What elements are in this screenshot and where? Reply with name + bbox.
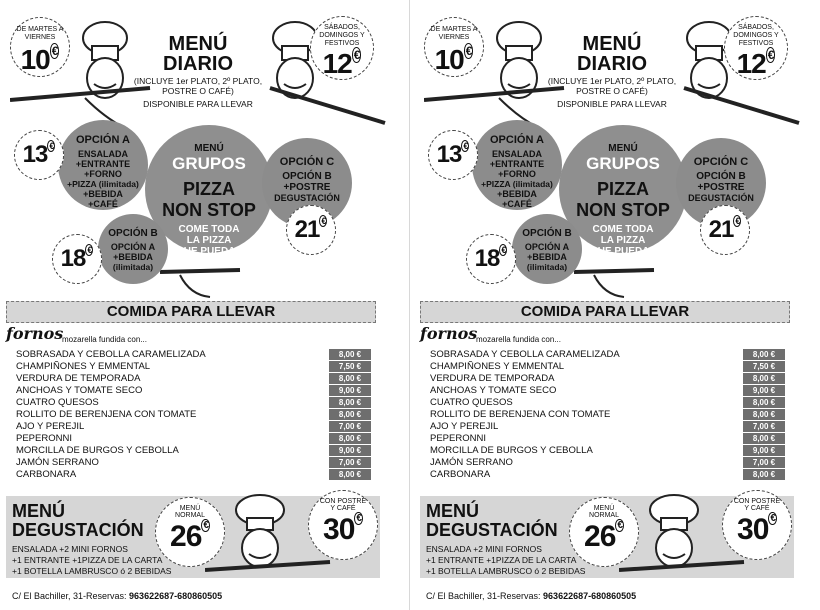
option-b-title: OPCIÓN B (108, 228, 158, 239)
option-a-line2: +ENTRANTE (75, 159, 131, 169)
takeaway-bar: COMIDA PARA LLEVAR (420, 301, 790, 323)
takeaway-availability: DISPONIBLE PARA LLEVAR (143, 99, 253, 109)
footer-phones: 963622687-680860505 (543, 591, 637, 601)
daily-menu-title-1: MENÚ (168, 33, 228, 55)
option-b-line3: (ilimitada) (526, 262, 568, 272)
option-a-line2: +ENTRANTE (489, 159, 545, 169)
option-a-price: 13 € (436, 141, 468, 168)
tasting-normal-label-2: NORMAL (175, 512, 205, 519)
tasting-normal-price: 26 € (170, 520, 208, 553)
menu-item: VERDURA DE TEMPORADA 8,00 € (16, 373, 371, 385)
tasting-extra-label-2: Y CAFÉ (330, 505, 356, 512)
non-stop-label: NON STOP (162, 200, 256, 220)
fornos-logo: fornos (6, 324, 64, 343)
tasting-normal-badge (569, 497, 639, 567)
tasting-desc-3: +1 BOTELLA LAMBRUSCO ó 2 BEBIDAS (426, 566, 586, 576)
menu-item: CHAMPIÑONES Y EMMENTAL 7,50 € (16, 361, 371, 373)
pizza-label: PIZZA (597, 179, 649, 199)
tasting-extra-price: 30 € (323, 513, 361, 546)
option-a-bubble (58, 120, 148, 210)
group-menu-label-2: GRUPOS (172, 154, 246, 173)
daily-menu-includes-1: (INCLUYE 1er PLATO, 2º PLATO, (133, 76, 263, 86)
menu-item: ROLLITO DE BERENJENA CON TOMATE 8,00 € (430, 409, 785, 421)
option-b-line1: OPCIÓN A (110, 242, 156, 252)
group-menu-label-2: GRUPOS (586, 154, 660, 173)
option-b-line2: +BEBIDA (527, 252, 567, 262)
menu-item: SOBRASADA Y CEBOLLA CARAMELIZADA 8,00 € (16, 349, 371, 361)
weekday-price-badge (10, 17, 70, 77)
flyer-panel-right (414, 0, 820, 610)
option-b-line3: (ilimitada) (112, 262, 154, 272)
tasting-normal-badge (155, 497, 225, 567)
tasting-normal-price: 26 € (584, 520, 622, 553)
daily-menu-includes-1: (INCLUYE 1er PLATO, 2º PLATO, (547, 76, 677, 86)
menu-item: SOBRASADA Y CEBOLLA CARAMELIZADA 8,00 € (430, 349, 785, 361)
option-c-line2: +POSTRE (283, 182, 331, 193)
tasting-desc-2: +1 ENTRANTE +1PIZZA DE LA CARTA (12, 555, 163, 565)
weekend-price: 12 € (736, 48, 774, 79)
menu-item: ANCHOAS Y TOMATE SECO 9,00 € (16, 385, 371, 397)
daily-menu-includes-2: POSTRE O CAFÉ) (576, 86, 648, 96)
option-b-price-badge (52, 234, 102, 284)
menu-item: CUATRO QUESOS 8,00 € (16, 397, 371, 409)
option-b-price: 18 € (60, 245, 92, 272)
option-c-title: OPCIÓN C (279, 156, 335, 168)
option-c-line1: OPCIÓN B (282, 171, 332, 182)
tasting-extra-badge (722, 490, 792, 560)
option-b-price: 18 € (474, 245, 506, 272)
option-a-price-badge (428, 130, 478, 180)
non-stop-label: NON STOP (576, 200, 670, 220)
menu-item: ROLLITO DE BERENJENA CON TOMATE 8,00 € (16, 409, 371, 421)
menu-item: PEPERONNI 8,00 € (430, 433, 785, 445)
tasting-desc-2: +1 ENTRANTE +1PIZZA DE LA CARTA (426, 555, 577, 565)
eat-all-line2: LA PIZZA (186, 235, 232, 246)
option-a-line6: +CAFÉ (88, 199, 118, 209)
option-a-price: 13 € (22, 141, 54, 168)
option-b-title: OPCIÓN B (522, 228, 572, 239)
eat-all-line3: QUE PUEDAS (589, 246, 657, 257)
option-c-line2: +POSTRE (697, 182, 745, 193)
option-b-line2: +BEBIDA (113, 252, 153, 262)
eat-all-line1: COME TODA (592, 224, 654, 235)
tasting-extra-label-1: CON POSTRE (733, 498, 781, 505)
fornos-logo: fornos (420, 324, 478, 343)
daily-menu-title-1: MENÚ (582, 33, 642, 55)
daily-menu-title-2: DIARIO (577, 53, 647, 75)
weekend-price: 12 € (322, 48, 360, 79)
option-a-title: OPCIÓN A (490, 134, 544, 146)
option-c-price: 21 € (294, 216, 326, 243)
menu-item: AJO Y PEREJIL 7,00 € (430, 421, 785, 433)
weekday-label: DE MARTES A VIERNES (430, 26, 478, 41)
menu-item: MORCILLA DE BURGOS Y CEBOLLA 9,00 € (16, 445, 371, 457)
footer-phones: 963622687-680860505 (129, 591, 223, 601)
option-b-bubble (512, 214, 582, 284)
eat-all-line1: COME TODA (178, 224, 240, 235)
option-a-line1: ENSALADA (77, 149, 128, 159)
tasting-normal-label-1: MENÚ (179, 505, 201, 512)
option-c-price-badge (700, 205, 750, 255)
eat-all-line3: QUE PUEDAS (175, 246, 243, 257)
weekend-price-badge (310, 16, 374, 80)
group-menu-label-1: MENÚ (194, 143, 224, 154)
menu-item: CHAMPIÑONES Y EMMENTAL 7,50 € (430, 361, 785, 373)
weekday-price: 10 € (20, 44, 58, 75)
option-a-bubble (472, 120, 562, 210)
option-a-line6: +CAFÉ (502, 199, 532, 209)
footer-contact: C/ El Bachiller, 31-Reservas: 963622687-680860505 (12, 591, 223, 601)
tasting-title-2: DEGUSTACIÓN (12, 520, 144, 540)
tasting-normal-label-2: NORMAL (589, 512, 619, 519)
weekend-label: SÁBADOS, DOMINGOS Y FESTIVOS (733, 24, 779, 47)
tasting-title-1: MENÚ (426, 501, 479, 521)
option-a-line4: +PIZZA (ilimitada) (67, 179, 139, 189)
option-a-line3: +FORNO (498, 169, 536, 179)
option-c-title: OPCIÓN C (693, 156, 749, 168)
menu-item: VERDURA DE TEMPORADA 8,00 € (430, 373, 785, 385)
option-c-price: 21 € (708, 216, 740, 243)
tasting-desc-1: ENSALADA +2 MINI FORNOS (426, 544, 542, 554)
eat-all-line2: LA PIZZA (600, 235, 646, 246)
tasting-normal-label-1: MENÚ (593, 505, 615, 512)
weekday-price: 10 € (434, 44, 472, 75)
tasting-extra-price: 30 € (737, 513, 775, 546)
menu-item: JAMÓN SERRANO 7,00 € (430, 457, 785, 469)
option-b-bubble (98, 214, 168, 284)
tasting-title-1: MENÚ (12, 501, 65, 521)
menu-item: MORCILLA DE BURGOS Y CEBOLLA 9,00 € (430, 445, 785, 457)
option-c-line1: OPCIÓN B (696, 171, 746, 182)
fornos-intro: mozarella fundida con... (476, 335, 561, 344)
flyer-panel-left (0, 0, 406, 610)
menu-item: CUATRO QUESOS 8,00 € (430, 397, 785, 409)
option-a-line5: +BEBIDA (497, 189, 537, 199)
option-a-line4: +PIZZA (ilimitada) (481, 179, 553, 189)
option-b-line1: OPCIÓN A (524, 242, 570, 252)
menu-item: AJO Y PEREJIL 7,00 € (16, 421, 371, 433)
option-b-price-badge (466, 234, 516, 284)
option-a-line1: ENSALADA (491, 149, 542, 159)
weekday-label: DE MARTES A VIERNES (16, 26, 64, 41)
tasting-desc-3: +1 BOTELLA LAMBRUSCO ó 2 BEBIDAS (12, 566, 172, 576)
menu-item: CARBONARA 8,00 € (16, 469, 371, 481)
weekday-price-badge (424, 17, 484, 77)
takeaway-availability: DISPONIBLE PARA LLEVAR (557, 99, 667, 109)
menu-item: CARBONARA 8,00 € (430, 469, 785, 481)
option-a-title: OPCIÓN A (76, 134, 130, 146)
tasting-extra-label-2: Y CAFÉ (744, 505, 770, 512)
option-a-line5: +BEBIDA (83, 189, 123, 199)
option-c-line3: DEGUSTACIÓN (274, 193, 340, 203)
takeaway-bar: COMIDA PARA LLEVAR (6, 301, 376, 323)
daily-menu-includes-2: POSTRE O CAFÉ) (162, 86, 234, 96)
tasting-extra-badge (308, 490, 378, 560)
option-c-line3: DEGUSTACIÓN (688, 193, 754, 203)
option-a-price-badge (14, 130, 64, 180)
tasting-desc-1: ENSALADA +2 MINI FORNOS (12, 544, 128, 554)
tasting-title-2: DEGUSTACIÓN (426, 520, 558, 540)
menu-item: PEPERONNI 8,00 € (16, 433, 371, 445)
weekend-price-badge (724, 16, 788, 80)
daily-menu-title-2: DIARIO (163, 53, 233, 75)
menu-item: ANCHOAS Y TOMATE SECO 9,00 € (430, 385, 785, 397)
tasting-extra-label-1: CON POSTRE (319, 498, 367, 505)
menu-item: JAMÓN SERRANO 7,00 € (16, 457, 371, 469)
option-c-price-badge (286, 205, 336, 255)
option-a-line3: +FORNO (84, 169, 122, 179)
weekend-label: SÁBADOS, DOMINGOS Y FESTIVOS (319, 24, 365, 47)
fornos-intro: mozarella fundida con... (62, 335, 147, 344)
group-menu-label-1: MENÚ (608, 143, 638, 154)
footer-contact: C/ El Bachiller, 31-Reservas: 963622687-680860505 (426, 591, 637, 601)
fold-line (409, 0, 410, 610)
pizza-label: PIZZA (183, 179, 235, 199)
